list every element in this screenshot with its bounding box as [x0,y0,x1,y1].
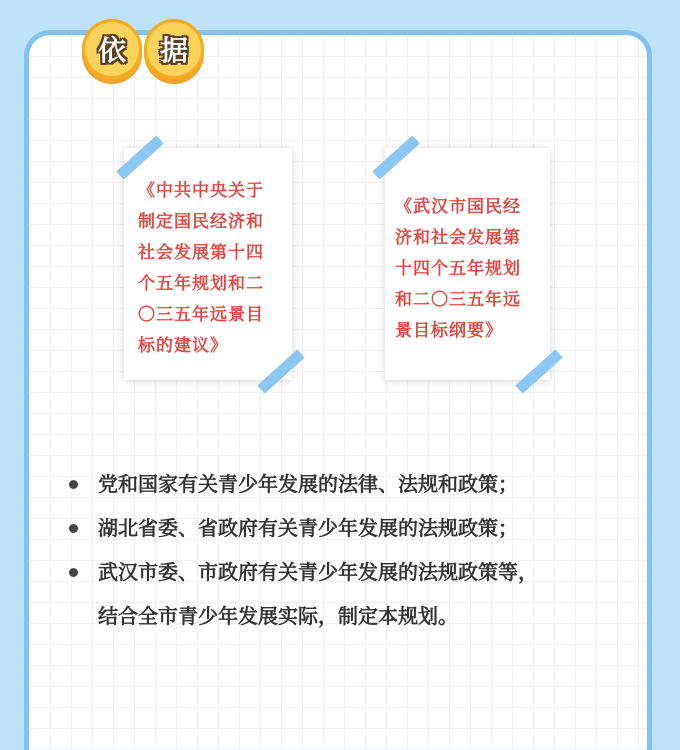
document-note-1 [124,148,292,380]
list-item [66,506,646,550]
list-item [66,462,646,506]
note-2-line: 十四个五年规划 [395,259,521,279]
note-2-line: 《武汉市国民经 [395,197,521,217]
note-1-line: 标的建议》 [138,336,228,356]
bullet-dot-icon [69,480,78,489]
content-card [24,30,652,750]
note-1-line: 〇三五年远景目 [138,305,264,325]
bullet-dot-icon [69,524,78,533]
note-2-line: 济和社会发展第 [395,228,521,248]
note-1-line: 制定国民经济和 [138,212,264,232]
title-badge-char-2: 据 [144,19,204,79]
title-badge-char-1: 依 [82,19,142,79]
note-2-line: 景目标纲要》 [395,321,503,341]
basis-list [66,462,646,638]
list-item-text: 武汉市委、市政府有关青少年发展的法规政策等， [98,560,538,584]
note-1-line: 个五年规划和二 [138,274,264,294]
note-1-line: 社会发展第十四 [138,243,264,263]
list-item-text: 党和国家有关青少年发展的法律、法规和政策； [98,472,518,496]
bullet-dot-icon [69,568,78,577]
list-item [66,550,646,638]
list-item-text-continued: 结合全市青少年发展实际，制定本规划。 [98,604,458,628]
note-1-line: 《中共中央关于 [138,181,264,201]
document-note-2 [385,148,550,380]
list-item-text: 湖北省委、省政府有关青少年发展的法规政策； [98,516,518,540]
note-2-line: 和二〇三五年远 [395,290,521,310]
